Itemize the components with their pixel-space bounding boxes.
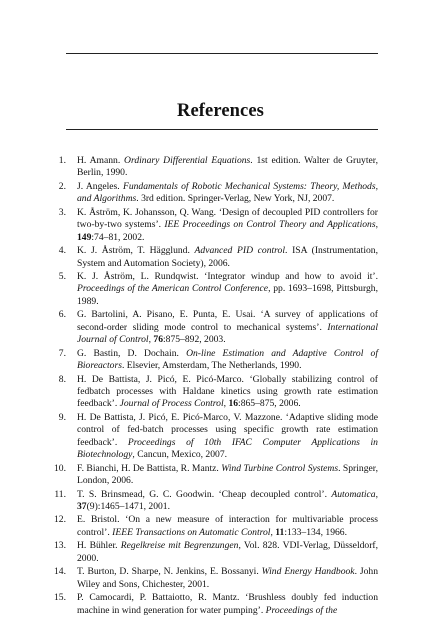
reference-italic-segment: IEEE Transactions on Automatic Control <box>112 526 271 538</box>
reference-italic-segment: On-line Estimation and Adaptive Control of Bioreactors <box>77 347 378 372</box>
reference-item <box>44 514 378 539</box>
reference-segment: , <box>375 219 378 231</box>
reference-text <box>77 374 378 411</box>
reference-number: 15. <box>54 592 66 604</box>
reference-text <box>77 155 378 180</box>
top-rule <box>66 53 378 54</box>
reference-italic-segment: IEE Proceedings on Control Theory and Applications <box>164 219 376 231</box>
reference-segment: :865–875, 2006. <box>238 398 301 410</box>
reference-segment: H. Bühler. <box>77 540 121 552</box>
reference-segment: , Cancun, Mexico, 2007. <box>132 449 228 461</box>
reference-text <box>77 540 378 565</box>
bottom-rule <box>66 129 378 130</box>
reference-number: 5. <box>58 271 66 283</box>
reference-number: 1. <box>58 155 66 166</box>
reference-segment: T. S. Brinsmead, G. C. Goodwin. ‘Cheap decoupled control’. <box>77 488 332 500</box>
reference-number: 4. <box>58 245 66 257</box>
reference-segment: . 1st edition. Walter de Gruyter, Berlin, 1990. <box>77 155 378 179</box>
reference-number: 3. <box>58 206 66 218</box>
reference-text <box>77 489 378 514</box>
reference-segment: P. Camocardi, P. Battaiotto, R. Mantz. ‘Brushless doubly fed induction machine in wind generation for water pumping’. <box>77 592 378 616</box>
reference-italic-segment: Regelkreise mit Begrenzungen <box>120 540 239 552</box>
reference-item <box>44 463 378 488</box>
reference-item <box>44 540 378 565</box>
reference-item <box>44 348 378 373</box>
reference-segment: , <box>375 488 378 500</box>
reference-text <box>77 592 378 617</box>
reference-segment: G. Bastin, D. Dochain. <box>77 347 187 359</box>
reference-volume: 76 <box>153 334 163 346</box>
reference-volume: 16 <box>228 398 239 410</box>
reference-item <box>44 592 378 617</box>
reference-number: 6. <box>58 309 66 321</box>
reference-segment: (9):1465–1471, 2001. <box>86 500 171 512</box>
reference-segment: E. Bristol. ‘On a new measure of interaction for multivariable process control’. <box>77 514 378 538</box>
reference-segment: . ISA (Instrumentation, System and Automation Society), 2006. <box>77 245 378 269</box>
reference-number: 7. <box>58 347 66 359</box>
reference-segment: . Springer, London, 2006. <box>77 462 378 486</box>
reference-text <box>77 514 378 539</box>
reference-italic-segment: Proceedings of 10th IFAC Computer Applications in Biotechnology <box>77 436 378 461</box>
reference-segment: . Elsevier, Amsterdam, The Netherlands, 1990. <box>121 360 302 372</box>
reference-item <box>44 566 378 591</box>
reference-text <box>77 566 378 591</box>
reference-number: 8. <box>58 373 66 385</box>
reference-segment: J. Angeles. <box>77 180 123 192</box>
reference-segment: F. Bianchi, H. De Battista, R. Mantz. <box>77 462 222 474</box>
reference-item <box>44 207 378 244</box>
reference-segment: :74–81, 2002. <box>91 231 145 243</box>
reference-number: 2. <box>58 180 66 192</box>
reference-volume: 37 <box>77 500 87 512</box>
reference-number: 13. <box>54 540 66 552</box>
reference-segment: K. Åström, K. Johansson, Q. Wang. ‘Design of decoupled PID controllers for two-by-two systems’. <box>77 206 378 231</box>
reference-item <box>44 489 378 514</box>
reference-list <box>44 155 378 618</box>
reference-italic-segment: Automatica <box>331 488 376 500</box>
reference-segment: H. Amann. <box>77 155 125 166</box>
reference-segment: , <box>223 398 229 410</box>
reference-segment: , <box>270 526 276 538</box>
reference-text <box>77 412 378 462</box>
reference-text <box>77 181 378 206</box>
reference-segment: . John Wiley and Sons, Chichester, 2001. <box>77 566 379 590</box>
reference-item <box>44 309 378 346</box>
reference-text <box>77 463 378 488</box>
reference-number: 9. <box>58 411 66 423</box>
reference-text <box>77 207 378 244</box>
reference-segment: , <box>148 334 154 346</box>
reference-text <box>77 348 378 373</box>
reference-item <box>44 155 378 180</box>
reference-segment: K. J. Åström, T. Hägglund. <box>77 245 195 257</box>
reference-item <box>44 245 378 270</box>
reference-text <box>77 245 378 270</box>
reference-italic-segment: Proceedings of the <box>265 604 338 616</box>
reference-italic-segment: Proceedings of the American Control Conference <box>77 283 269 295</box>
reference-item <box>44 374 378 411</box>
reference-number: 14. <box>54 566 66 578</box>
reference-segment: H. De Battista, J. Picó, E. Picó-Marco, V. Mazzone. ‘Adaptive sliding mode control of fed-batch processes using specific growth rate estimation feedback’. <box>77 411 378 448</box>
reference-italic-segment: Fundamentals of Robotic Mechanical Systems: Theory, Methods, and Algorithms <box>77 180 378 205</box>
reference-segment: K. J. Åström, L. Rundqwist. ‘Integrator windup and how to avoid it’. <box>77 271 378 283</box>
reference-italic-segment: Advanced PID control <box>194 245 286 257</box>
reference-italic-segment: Journal of Process Control <box>119 398 224 410</box>
reference-volume: 11 <box>275 526 285 538</box>
reference-italic-segment: International Journal of Control <box>77 321 378 346</box>
reference-segment: :133–134, 1966. <box>284 526 347 538</box>
reference-segment: . 3rd edition. Springer-Verlag, New York, NJ, 2007. <box>136 193 335 205</box>
reference-text <box>77 271 378 308</box>
reference-item <box>44 412 378 462</box>
reference-italic-segment: Ordinary Differential Equations <box>124 155 251 166</box>
reference-segment: T. Burton, D. Sharpe, N. Jenkins, E. Bossanyi. <box>77 566 262 578</box>
reference-item <box>44 181 378 206</box>
reference-text <box>77 309 378 346</box>
reference-segment: :875–892, 2003. <box>163 334 226 346</box>
reference-segment: , Vol. 828. VDI-Verlag, Düsseldorf, 2000. <box>77 540 378 564</box>
page-title: References <box>177 101 264 122</box>
reference-segment: G. Bartolini, A. Pisano, E. Punta, E. Usai. ‘A survey of applications of second-order sliding mode control to mechanical systems’. <box>77 309 378 333</box>
reference-italic-segment: Wind Turbine Control Systems <box>221 462 339 474</box>
reference-number: 11. <box>54 488 66 500</box>
reference-number: 12. <box>54 514 66 526</box>
reference-volume: 149 <box>77 231 92 243</box>
reference-italic-segment: Wind Energy Handbook <box>261 566 355 578</box>
reference-segment: , pp. 1693–1698, Pittsburgh, 1989. <box>77 283 378 307</box>
reference-item <box>44 271 378 308</box>
reference-segment: H. De Battista, J. Picó, E. Picó-Marco. ‘Globally stabilizing control of fedbatch processes with Haldane kinetics using growth rate estimation feedback’. <box>77 373 378 410</box>
reference-number: 10. <box>54 462 66 474</box>
